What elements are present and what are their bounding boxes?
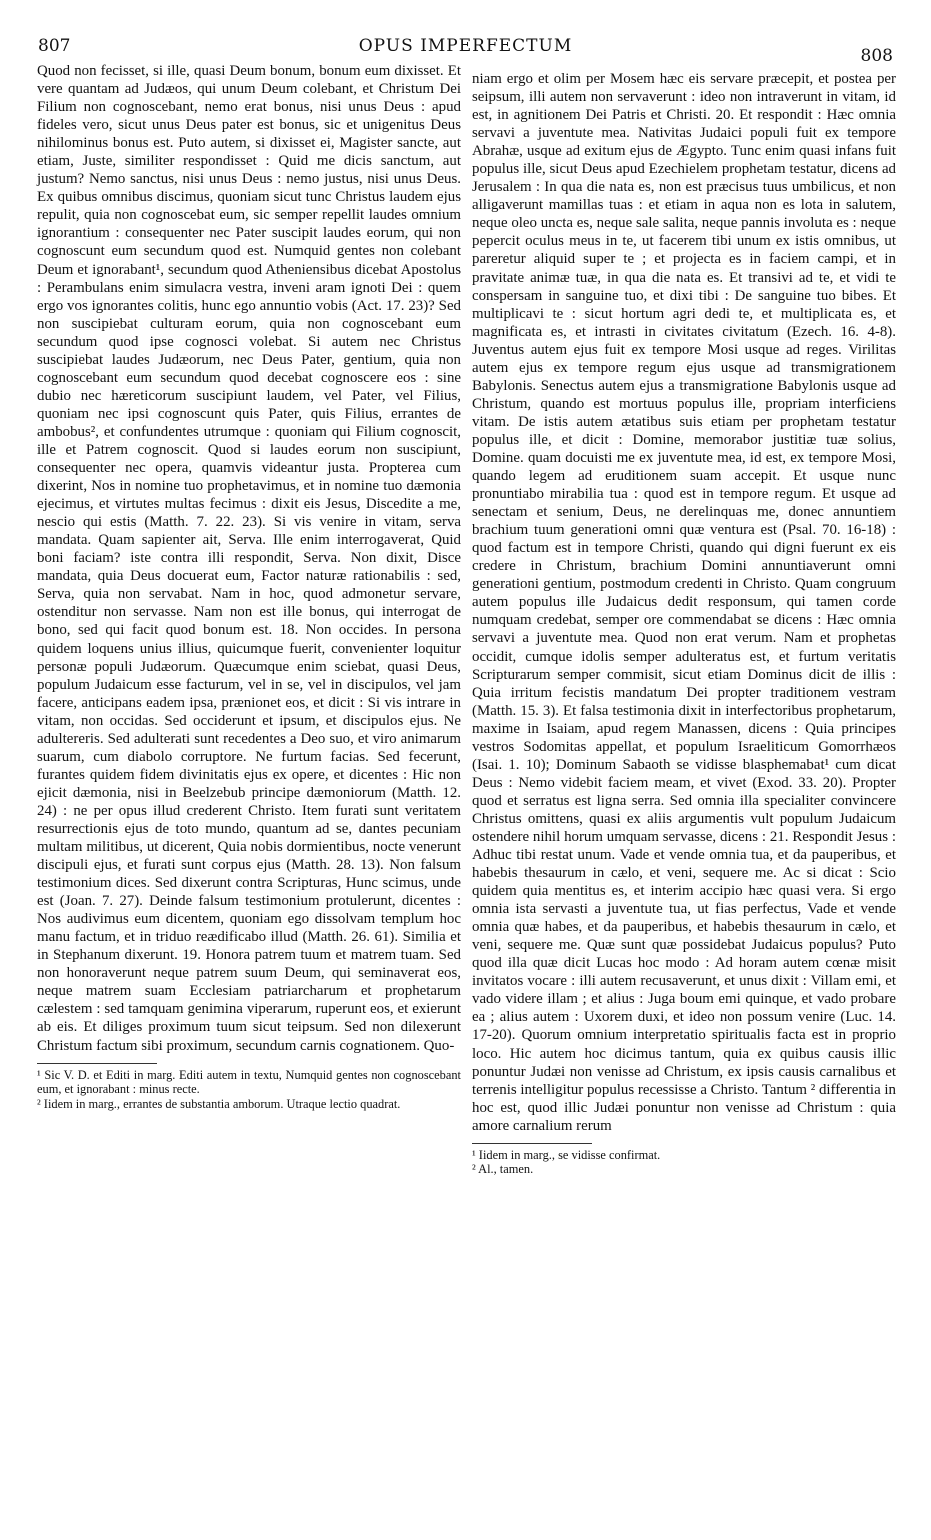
- page-header: [38, 30, 893, 66]
- page-number-right: 808: [860, 46, 893, 66]
- left-footnote-2: ² Iidem in marg., errantes de substantia amborum. Utraque lectio quadrat.: [37, 1096, 401, 1111]
- footnote-rule-right: [472, 1143, 592, 1144]
- right-column: [472, 70, 896, 1177]
- page-number-left: 807: [38, 36, 71, 56]
- right-footnote-1: ¹ Iidem in marg., se vidisse confirmat.: [472, 1147, 661, 1162]
- right-column-text: niam ergo et olim per Mosem hæc eis servare præcepit, et postea per seipsum, illi autem non servaverunt : ideo non intraverunt in vitam, id est, in agnitionem Dei Patris et Christi. 20. Et respondit : Hæc omnia servavi a juventute mea. Nativitas Judaici populi fuit ex tempore Abrahæ, usque ad exitum ejus de Ægypto. Tunc enim quasi infans fuit populus ille, sicut Deus apud Ezechielem prophetam testatur, dicens ad Jerusalem : In qua die nata es, non est præcisus tuus umbilicus, et non alligaverunt mamillas tuas : et etiam in aqua non es lota in salutem, neque oleo uncta es, neque sale salita, neque pannis involuta es : neque pepercit oculus meus in te, ut facerem tibi unum ex istis omnibus, ut pareretur aliquid super te ; et projecta es in faciem campi, et in pravitate animæ tuæ, in qua die nata es. Et transivi ad te, et vidi te conspersam in sanguine tuo, et dixi tibi : De sanguine tuo bibes. Et multiplicavi te : sicut hortum agri dedi te, et multiplicata es, et magnificata es, et intrasti in civitates civitatum (Ezech. 16. 4-8). Juventus autem ejus fuit ex tempore Mosi usque ad reges. Virilitas autem ejus ex tempore regum ejus usque ad transmigrationem Babylonis. Senectus autem ejus a transmigratione Babylonis usque ad Christum, quando est mortuus populus ille, propriam interficiens vitam. De istis autem ætatibus suis etiam per prophetam testatur populus ille, et dicit : Domine, memorabor justitiæ tuæ solius, Domine. quam docuisti me ex juventute mea, id est, ex tempore Mosi, quando legem ad eruditionem suam accepit. Et usque nunc pronuntiabo mirabilia tua : quod est in tempore regum. Et usque ad senectam et senium, Deus, ne derelinquas me, donec annuntiem brachium tuum generationi omni quæ ventura est (Psal. 70. 16-18) : quod factum est in tempore Christi, quando qui digni fuerunt ex eis credere in Christum, brachium Domini annuntiaverunt omni generationi gentium, postmodum credenti in Christo. Quam congruum autem populus ille Judaicus dedit responsum, qui tamen corde numquam credebat, semper ore commendabat se dicens : Hæc omnia servavi a juventute mea. Quod non erat verum. Nam et prophetas occidit, cumque idolis semper adulteratus est, et furtum veritatis Scripturarum semper commisit, sicut etiam Dominus dicit de illis : Quia irritum fecistis mandatum Dei propter traditionem vestram (Matth. 15. 3). Et falsa testimonia dixit in interfectoribus prophetarum, maxime in Isaiam, apud regem Manassen, dicens : Quia principes vestros Sodomitas appellat, et populum Israeliticum Gomorrhæos (Isai. 1. 10); Dominum Sabaoth se vidisse blasphemabat¹ cum dicat Deus : Nemo videbit faciem meam, et vivet (Exod. 33. 20). Propter quod et serratus est ligna serra. Sed omnia illa specialiter convincere Christus omittens, quasi ex aliis argumentis vult populum Judaicum ostendere nihil horum umquam servasse, dicens : 21. Respondit Jesus : Adhuc tibi restat unum. Vade et vende omnia tua, et da pauperibus, et habebis thesaurum in cælo, et veni, sequere me. Ac si dicat : Scio quidem quia mentitus es, et interim accipio hæc quasi vera. Si ergo omnia ista servasti a juventute tua, ut fias perfectus, Vade et vende omnia quæ habes, et da pauperibus, et habebis thesaurum in cælo, et veni, sequere me. Quæ sunt quæ possidebat Judaicus populus? Puto quod illa quæ dicit Lucas hoc modo : Ad horam autem cœnæ misit invitatos vocare : illi autem recusaverunt, et unus dixit : Villam emi, et vado videre illam ; et alius : Juga boum emi quinque, et vado probare ea ; alius autem : Uxorem duxi, et ideo non possum venire (Luc. 14. 17-20). Quorum omnium interpretatio spiritualis facta est in proprio loco. Hic autem hoc dicimus tantum, quia ex quibus causis illic ponuntur Judæi non venisse ad Christum, ex ipsis causis carnalibus et terrenis intelligitur populus recessisse a Christo. Tantum ² differentia in hoc est, quod illic Judæi ponuntur non venisse ad Christum : quia amore carnalium rerum: [472, 71, 896, 1134]
- left-column-text: Quod non fecisset, si ille, quasi Deum bonum, bonum eum dixisset. Et vere quantam ad Judæos, qui unum Deum colebant, et Christum Dei Filium non cognoscebant, nemo erat bonus, nisi unus Deus : apud fideles vero, sicut unus Deus pater est bonus, sic et unigenitus Deus nihilominus bonus est. Puto autem, si dixisset ei, Magister sancte, aut etiam, Juste, similiter respondisset : Quid me dicis sanctum, aut justum? Nemo sanctus, nisi unus Deus : nemo justus, nisi unus Deus. Ex quibus omnibus discimus, quoniam sicut tunc Christus laudem ejus repulit, quia non cognoscebat eum, sic semper repellit laudes omnium ignorantium : consequenter nec Pater suscipit laudes eorum, qui non cognoscunt eum secundum quod est. Numquid gentes non colebant Deum et ignorabant¹, secundum quod Atheniensibus dicebat Apostolus : Perambulans enim simulacra vestra, inveni aram ignoti Dei : quem ergo vos ignorantes colitis, hunc ego annuntio vobis (Act. 17. 23)? Sed non suscipiebat culturam eorum, quia non cognoscebant eum secundum quod ipse cognosci volebat. Si autem nec Christus suscipiebat laudes Judæorum, nec Deus Pater, gentium, quia non cognoscebant eum secundum quod decebat cognoscere eos : sine dubio nec hæreticorum suscipiunt laudem, vel Pater, vel Filius, quoniam nec ipsi cognoscunt quis Pater, quis Filius, errantes de ambobus², et confundentes utrumque : quoniam qui Filium cognoscit, ille et Patrem cognoscit. Quod si laudes eorum non suscipiunt, consequenter nec opera, quamvis videantur justa. Propterea cum dixerint, Nos in nomine tuo prophetavimus, et in nomine tuo dæmonia ejecimus, et virtutes multas fecimus : dixit eis Jesus, Discedite a me, nescio qui estis (Matth. 7. 22. 23). Si vis venire in vitam, serva mandata. Quam sapienter ait, Serva. Ille enim interrogaverat, Quid boni faciam? iste contra illi respondit, Serva. Non dixit, Disce mandata, quia Deus docuerat eum, Factor naturæ rationabilis : sed, Serva, quia non servabat. Nam in hoc, quod admonetur servare, ostenditur non servasse. Nam non est ille bonus, qui interrogat de bono, sed qui facit quod bonum est. 18. Non occides. In persona quidem loquens unius illius, quicumque fuerit, convenienter loquitur personæ populi Judæorum. Quæcumque enim sciebat, quasi Deus, populum Judaicum esse facturum, vel in se, vel in discipulos, vel jam facere, anticipans eadem ipsa, prænionet eos, et dicit : Si vis intrare in vitam, non occidas. Sed occiderunt et ipsum, et discipulos ejus. Ne adultereris. Sed adulterati sunt recedentes a Deo suo, et viro animarum suarum, cum diabolo corruptore. Ne furtum facias. Sed fecerunt, furantes quidem fidem divinitatis ejus ex opere, et dicentes : Hic non ejicit dæmonia, nisi in Beelzebub principe dæmoniorum (Matth. 12. 24) : ne per opus illud crederent Christo. Item furati sunt veritatem resurrectionis ejus de toto mundo, quantum ad se, dantes pecuniam multam militibus, ut dicerent, Quia nobis dormientibus, nocte venerunt discipuli ejus, et furati sunt corpus ejus (Matth. 28. 13). Non falsum testimonium dices. Sed dixerunt contra Scripturas, Hunc scimus, unde est (Joan. 7. 27). Deinde falsum testimonium protulerunt, dicentes : Nos audivimus eum dicentem, quoniam ego dissolvam templum hoc manu factum, et in triduo reædificabo illud (Matth. 26. 61). Similia et in Stephanum dixerunt. 19. Honora patrem tuum et matrem tuam. Sed non honoraverunt neque patrem suum Deum, qui seminaverat eos, neque matrem suam Ecclesiam patriarcharum et prophetarum cælestem : sed tamquam genimina viperarum, ruperunt eos, et exierunt ab eis. Et diliges proximum tuum sicut teipsum. Sed non dilexerunt Christum factum sibi proximum, secundum carnis cognationem. Quo-: [37, 63, 461, 1054]
- left-column: [37, 62, 461, 1111]
- footnote-rule-left: [37, 1063, 157, 1064]
- right-footnote-2: ² Al., tamen.: [472, 1162, 534, 1177]
- left-footnote-1: ¹ Sic V. D. et Editi in marg. Editi autem in textu, Numquid gentes non cognoscebant eum, et ignorabant : minus recte.: [37, 1067, 461, 1097]
- running-title: OPUS IMPERFECTUM: [358, 36, 573, 56]
